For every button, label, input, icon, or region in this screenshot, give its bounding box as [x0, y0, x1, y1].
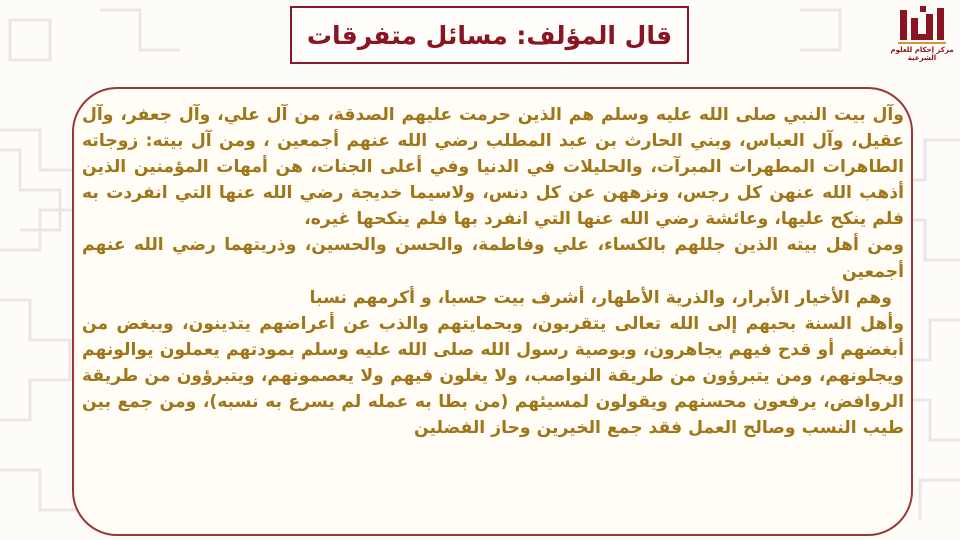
body-text	[82, 102, 904, 441]
logo	[888, 4, 956, 66]
slide-title: قال المؤلف: مسائل متفرقات	[306, 20, 673, 50]
logo-emblem-icon	[898, 4, 948, 46]
logo-caption: مركز إحكام للعلوم الشرعية	[890, 46, 954, 62]
slide-title-box	[290, 6, 689, 64]
paragraph-2: ومن أهل بيته الذين جللهم بالكساء، علي وفاطمة، والحسن والحسين، وذريتهما رضي الله عنهم أجمعين	[82, 235, 904, 282]
paragraph-3: وهم الأخيار الأبرار، والذرية الأطهار، أشرف بيت حسبا، و أكرمهم نسبا	[309, 287, 892, 308]
paragraph-4: وأهل السنة بحبهم إلى الله تعالى يتقربون، وبحمايتهم والذب عن أعراضهم يتدينون، وببغض من أبغضهم أو قدح فيهم يجاهرون، وبوصية رسول الله صلى الله عليه وسلم بمودتهم يعملون يوالونهم ويجلونهم، ومن يتبرؤون من طريقة النواصب، ولا يغلون فيهم ولا يعصمونهم، ويتبرؤون من طريقة الروافض، يرفعون محسنهم ويقولون لمسيئهم (من بطا به عمله لم يسرع به نسبه)، ومن جمع بين طيب النسب وصالح العمل فقد جمع الخيرين وحاز الفضلين	[82, 313, 904, 439]
paragraph-1: وآل بيت النبي صلى الله عليه وسلم هم الذين حرمت عليهم الصدقة، من آل علي، وآل جعفر، وآل عقيل، وآل العباس، وبني الحارث بن عبد المطلب رضي الله عنهم أجمعين ، ومن آل بيته: زوجاته الطاهرات المطهرات المبرآت، والحليلات في الدنيا وفي أعلى الجنات، هن أمهات المؤمنين الذين أذهب الله عنهن كل رجس، ونزههن عن كل دنس، ولاسيما خديجة رضي الله عنها التي انفردت به فلم ينكح عليها، وعائشة رضي الله عنها التي انفرد بها فلم ينكحها غيره،	[82, 105, 904, 230]
